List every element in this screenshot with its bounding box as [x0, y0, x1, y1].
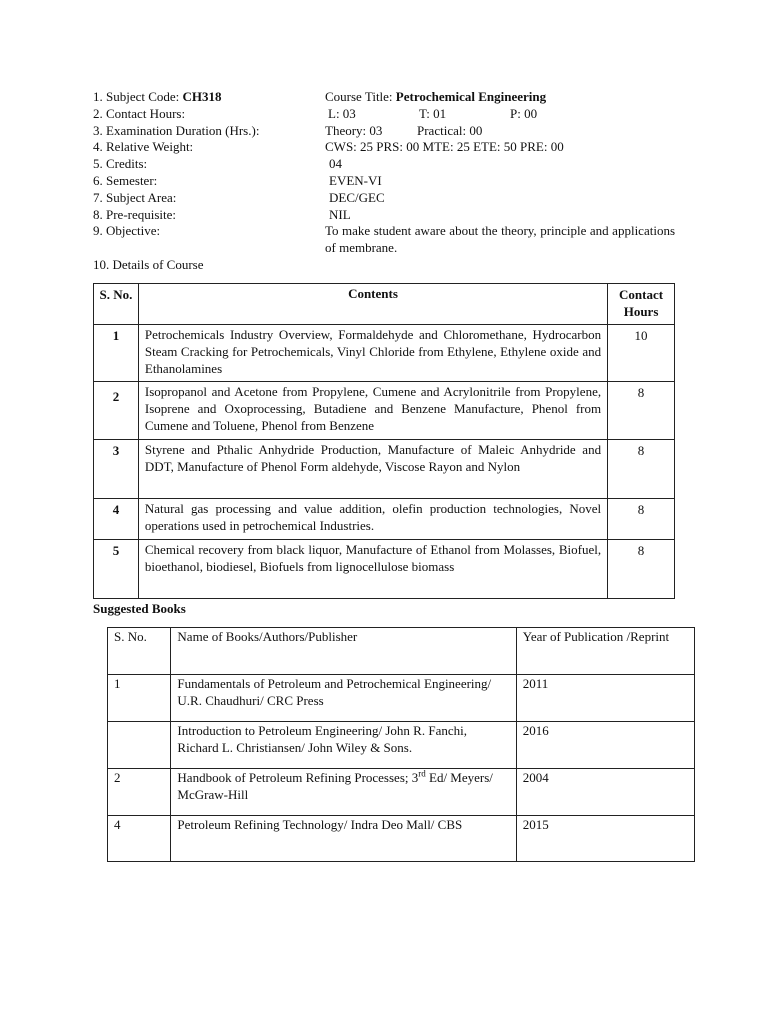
row-sno: 4: [94, 499, 139, 540]
contact-hours-label: 2. Contact Hours:: [93, 106, 186, 121]
exam-duration-label: 3. Examination Duration (Hrs.):: [93, 123, 260, 138]
row-sno: 3: [94, 440, 139, 499]
table-row: [108, 816, 695, 862]
table-row: [94, 440, 675, 499]
row-sno: 1: [94, 325, 139, 382]
book-sno: [108, 722, 171, 769]
row-contents: Petrochemicals Industry Overview, Formaldehyde and Chloromethane, Hydrocarbon Steam Cracking for Petrochemicals, Vinyl Chloride from Ethylene, Ethylene oxide and Ethanolamines: [138, 325, 607, 382]
row-sno: 5: [94, 540, 139, 599]
row-hours: 8: [608, 382, 675, 440]
prerequisite-label: 8. Pre-requisite:: [93, 207, 177, 222]
table-row: [94, 540, 675, 599]
table-row: [108, 675, 695, 722]
superscript-rd: rd: [418, 768, 426, 779]
header-hours: Contact Hours: [608, 284, 675, 325]
table-row: [94, 499, 675, 540]
book-sno: 4: [108, 816, 171, 862]
contact-hours-l: L: 03: [328, 106, 356, 121]
book-sno: 2: [108, 769, 171, 816]
subject-code-label: 1. Subject Code: CH318: [93, 89, 222, 104]
header-contents: Contents: [138, 284, 607, 325]
books-header-year: Year of Publication /Reprint: [516, 628, 694, 675]
row-hours: 8: [608, 440, 675, 499]
exam-duration-theory: Theory: 03: [325, 123, 383, 138]
exam-duration-practical: Practical: 00: [417, 123, 483, 138]
details-heading: 10. Details of Course: [93, 257, 204, 272]
contact-hours-t: T: 01: [419, 106, 447, 121]
book-year: 2011: [516, 675, 694, 722]
book-name: Handbook of Petroleum Refining Processes; 3rd Ed/ Meyers/ McGraw-Hill: [171, 769, 516, 816]
books-header-sno: S. No.: [108, 628, 171, 675]
row-contents: Styrene and Pthalic Anhydride Production, Manufacture of Maleic Anhydride and DDT, Manufacture of Phenol Form aldehyde, Viscose Rayon and Nylon: [138, 440, 607, 499]
row-hours: 8: [608, 499, 675, 540]
book-sno: 1: [108, 675, 171, 722]
objective-value: To make student aware about the theory, principle and applications of membrane.: [325, 223, 675, 255]
book-year: 2004: [516, 769, 694, 816]
table-row: [108, 769, 695, 816]
relative-weight-value: CWS: 25 PRS: 00 MTE: 25 ETE: 50 PRE: 00: [325, 139, 564, 154]
table-row: [94, 382, 675, 440]
relative-weight-label: 4. Relative Weight:: [93, 139, 194, 154]
subject-area-label: 7. Subject Area:: [93, 190, 177, 205]
objective-label: 9. Objective:: [93, 223, 161, 238]
books-table-header: [108, 628, 695, 675]
contact-hours-p: P: 00: [510, 106, 538, 121]
subject-code-value: CH318: [182, 89, 222, 104]
row-hours: 10: [608, 325, 675, 382]
row-contents: Isopropanol and Acetone from Propylene, Cumene and Acrylonitrile from Propylene, Isoprene and Oxoprocessing, Butadiene and Benzene Manufacture, Phenol from Cumene and Toluene, Phenol from Benzene: [138, 382, 607, 440]
header-sno: S. No.: [94, 284, 139, 325]
books-table: [107, 627, 695, 862]
books-header-name: Name of Books/Authors/Publisher: [171, 628, 516, 675]
table-row: [94, 325, 675, 382]
table-row: [108, 722, 695, 769]
book-year: 2015: [516, 816, 694, 862]
row-contents: Chemical recovery from black liquor, Manufacture of Ethanol from Molasses, Biofuel, bioethanol, biodiesel, Biofuels from lignocellulose biomass: [138, 540, 607, 599]
credits-value: 04: [329, 156, 342, 171]
course-title: Course Title: Petrochemical Engineering: [325, 89, 547, 104]
book-name: Petroleum Refining Technology/ Indra Deo Mall/ CBS: [171, 816, 516, 862]
book-name: Introduction to Petroleum Engineering/ John R. Fanchi, Richard L. Christiansen/ John Wiley & Sons.: [171, 722, 516, 769]
row-sno: 2: [94, 382, 139, 440]
prerequisite-value: NIL: [329, 207, 351, 222]
books-heading: Suggested Books: [93, 601, 186, 616]
semester-value: EVEN-VI: [329, 173, 382, 188]
subject-area-value: DEC/GEC: [329, 190, 385, 205]
book-name: Fundamentals of Petroleum and Petrochemical Engineering/ U.R. Chaudhuri/ CRC Press: [171, 675, 516, 722]
semester-label: 6. Semester:: [93, 173, 158, 188]
book-year: 2016: [516, 722, 694, 769]
course-table-header: [94, 284, 675, 325]
course-details-table: [93, 283, 675, 599]
row-contents: Natural gas processing and value addition, olefin production technologies, Novel operations used in petrochemical Industries.: [138, 499, 607, 540]
course-title-value: Petrochemical Engineering: [395, 89, 547, 104]
credits-label: 5. Credits:: [93, 156, 148, 171]
row-hours: 8: [608, 540, 675, 599]
